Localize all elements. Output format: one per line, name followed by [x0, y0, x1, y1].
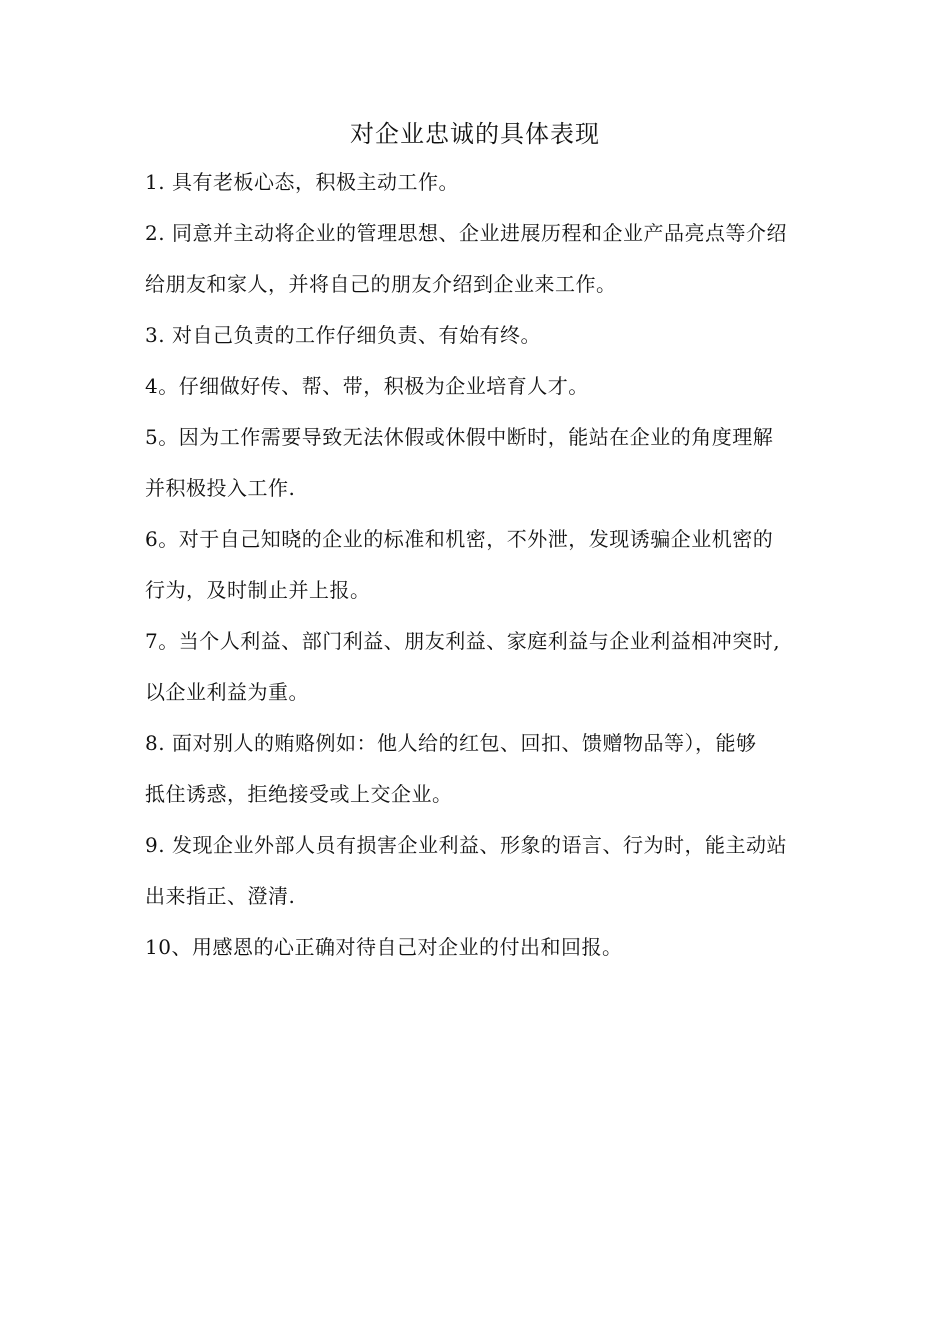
- text-line: 5。因为工作需要导致无法休假或休假中断时，能站在企业的角度理解: [145, 425, 774, 449]
- text-line: 9. 发现企业外部人员有损害企业利益、形象的语言、行为时，能主动站: [145, 833, 787, 857]
- text-line: 出来指正、澄清.: [145, 884, 296, 908]
- text-line: 7。当个人利益、部门利益、朋友利益、家庭利益与企业利益相冲突时,: [145, 629, 781, 653]
- text-line: 1. 具有老板心态，积极主动工作。: [145, 170, 459, 194]
- text-line: 10、用感恩的心正确对待自己对企业的付出和回报。: [145, 935, 623, 959]
- text-line: 给朋友和家人，并将自己的朋友介绍到企业来工作。: [145, 272, 617, 296]
- text-line: 以企业利益为重。: [145, 680, 309, 704]
- document-title: 对企业忠诚的具体表现: [350, 120, 600, 148]
- text-line: 3. 对自己负责的工作仔细负责、有始有终。: [145, 323, 541, 347]
- text-line: 8. 面对别人的贿赂例如：他人给的红包、回扣、馈赠物品等），能够: [145, 731, 757, 755]
- text-line: 抵住诱惑，拒绝接受或上交企业。: [145, 782, 453, 806]
- text-line: 6。对于自己知晓的企业的标准和机密，不外泄，发现诱骗企业机密的: [145, 527, 774, 551]
- text-line: 行为，及时制止并上报。: [145, 578, 371, 602]
- text-line: 并积极投入工作.: [145, 476, 296, 500]
- text-line: 2. 同意并主动将企业的管理思想、企业进展历程和企业产品亮点等介绍: [145, 221, 787, 245]
- text-line: 4。仔细做好传、帮、带，积极为企业培育人才。: [145, 374, 589, 398]
